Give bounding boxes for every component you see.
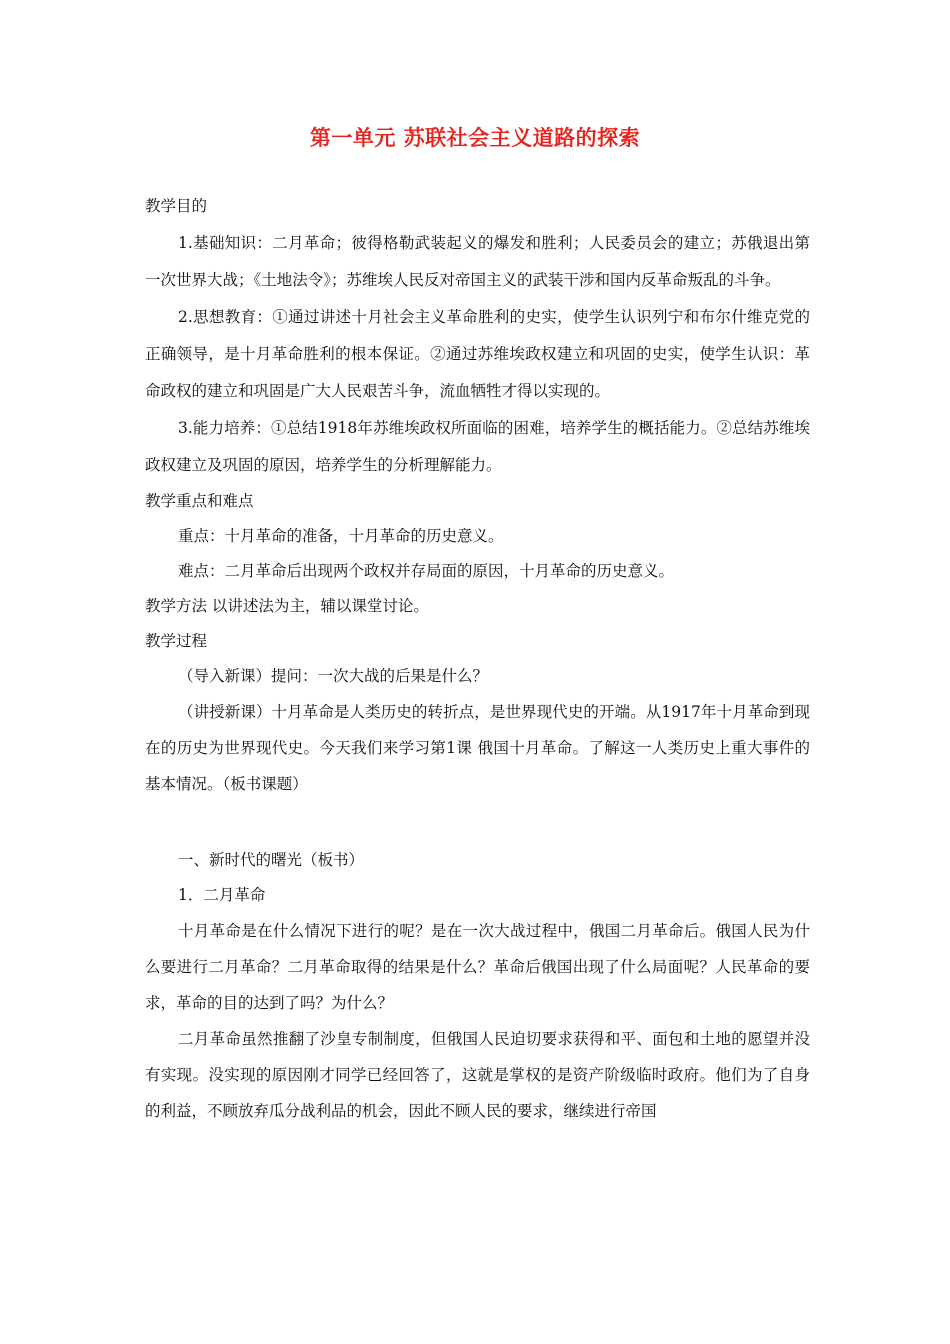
key-point: 重点：十月革命的准备，十月革命的历史意义。 (178, 527, 504, 545)
objective-2: 2.思想教育：①通过讲述十月社会主义革命胜利的史实，使学生认识列宁和布尔什维克党的正确领导，是十月革命胜利的根本保证。②通过苏维埃政权建立和巩固的史实，使学生认识：革命政权的建立和巩固是广大人民艰苦斗争，流血牺牲才得以实现的。 (145, 308, 810, 400)
subsection-heading-1-1: 1．二月革命 (178, 886, 266, 904)
section-gap (145, 802, 810, 843)
document-body (145, 196, 810, 1129)
page-title: 第一单元 苏联社会主义道路的探索 (309, 126, 641, 150)
difficult-point: 难点：二月革命后出现两个政权并存局面的原因，十月革命的历史意义。 (178, 562, 675, 580)
objectives-heading: 教学目的 (145, 197, 208, 215)
body-paragraph-2: 二月革命虽然推翻了沙皇专制制度，但俄国人民迫切要求获得和平、面包和土地的愿望并没有实现。没实现的原因刚才同学已经回答了，这就是掌权的是资产阶级临时政府。他们为了自身的利益，不顾放弃瓜分战利品的机会，因此不顾人民的要求，继续进行帝国 (145, 1030, 810, 1120)
subsection-heading-1: 一、新时代的曙光（板书） (178, 851, 365, 869)
key-points-heading: 教学重点和难点 (145, 492, 254, 510)
body-paragraph-1: 十月革命是在什么情况下进行的呢？是在一次大战过程中，俄国二月革命后。俄国人民为什么要进行二月革命？二月革命取得的结果是什么？革命后俄国出现了什么局面呢？人民革命的要求，革命的目的达到了吗？为什么？ (145, 922, 810, 1012)
lecture-paragraph: （讲授新课）十月革命是人类历史的转折点，是世界现代史的开端。从1917年十月革命到现在的历史为世界现代史。今天我们来学习第1课 俄国十月革命。了解这一人类历史上重大事件的基本情况。（板书课题） (145, 703, 810, 793)
teaching-method: 教学方法 以讲述法为主，辅以课堂讨论。 (145, 597, 429, 615)
objective-3: 3.能力培养：①总结1918年苏维埃政权所面临的困难，培养学生的概括能力。②总结苏维埃政权建立及巩固的原因，培养学生的分析理解能力。 (145, 419, 810, 474)
intro-paragraph: （导入新课）提问：一次大战的后果是什么？ (178, 667, 489, 685)
process-heading: 教学过程 (145, 632, 208, 650)
objective-1: 1.基础知识：二月革命；彼得格勒武装起义的爆发和胜利；人民委员会的建立；苏俄退出第一次世界大战；《土地法令》；苏维埃人民反对帝国主义的武装干涉和国内反革命叛乱的斗争。 (145, 234, 810, 289)
